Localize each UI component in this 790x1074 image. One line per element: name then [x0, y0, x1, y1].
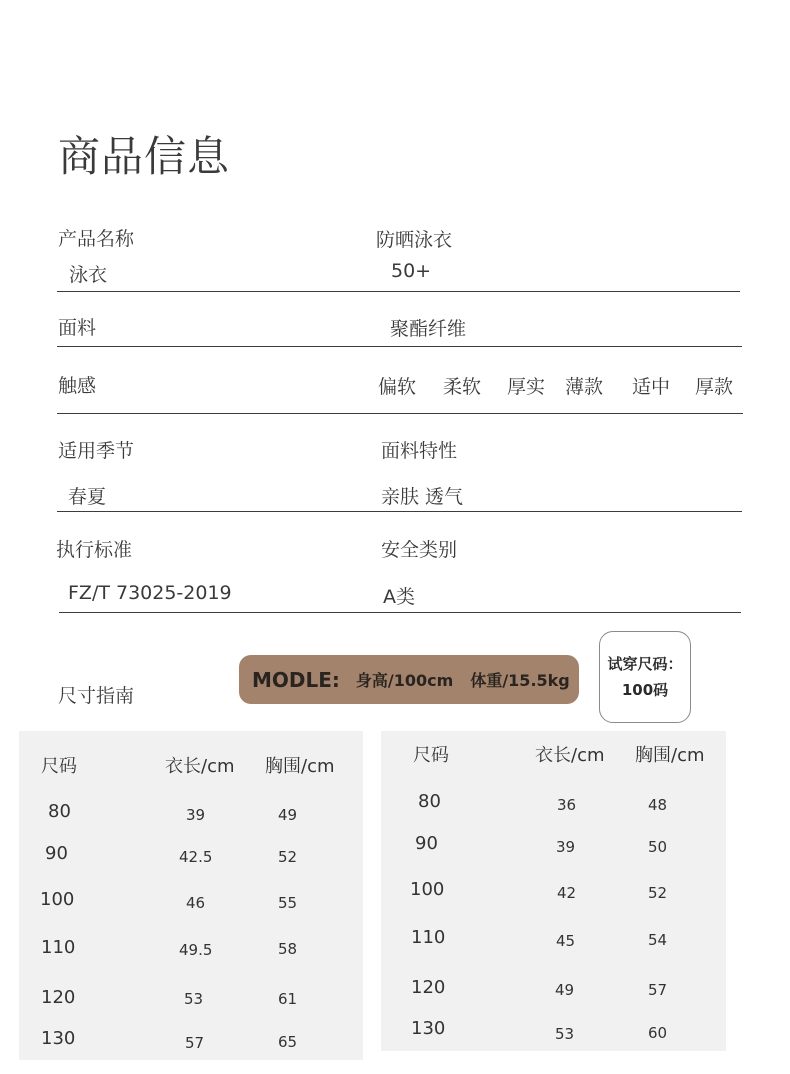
divider	[57, 291, 740, 292]
table-cell: 57	[648, 981, 668, 999]
touch-option: 厚实	[507, 376, 546, 398]
touch-option: 适中	[632, 376, 671, 398]
table-cell: 50	[648, 838, 668, 856]
fabric-value: 聚酯纤维	[390, 318, 467, 340]
fabric-feature-label: 面料特性	[381, 440, 458, 462]
table-cell: 49	[555, 981, 575, 999]
table-cell: 100	[40, 889, 75, 910]
table-cell: 110	[411, 927, 446, 948]
table-header: 胸围/cm	[265, 756, 335, 777]
uv-value: 50+	[391, 260, 432, 282]
table-cell: 42.5	[179, 848, 213, 866]
table-cell: 54	[648, 931, 668, 949]
table-header: 胸围/cm	[635, 745, 705, 766]
table-cell: 46	[186, 894, 206, 912]
fabric-label: 面料	[58, 317, 97, 339]
table-cell: 60	[648, 1024, 668, 1042]
model-height: 身高/100cm	[355, 671, 454, 690]
table-cell: 39	[186, 806, 206, 824]
table-cell: 80	[48, 801, 71, 822]
table-cell: 48	[648, 796, 668, 814]
table-header: 尺码	[41, 756, 77, 777]
table-cell: 53	[184, 990, 204, 1008]
season-value: 春夏	[68, 486, 107, 508]
table-cell: 49.5	[179, 941, 213, 959]
divider	[57, 346, 742, 347]
table-cell: 49	[278, 806, 298, 824]
table-cell: 90	[415, 833, 438, 854]
table-cell: 42	[557, 884, 577, 902]
season-label: 适用季节	[58, 440, 135, 462]
table-cell: 65	[278, 1033, 298, 1051]
table-cell: 52	[648, 884, 668, 902]
table-header: 衣长/cm	[535, 745, 605, 766]
table-cell: 39	[556, 838, 576, 856]
table-cell: 120	[411, 977, 446, 998]
product-name-value: 泳衣	[69, 264, 108, 286]
size-table-left	[19, 731, 363, 1060]
table-cell: 120	[41, 987, 76, 1008]
model-info-badge	[239, 655, 579, 704]
fit-size-value: 100码	[621, 681, 669, 699]
table-cell: 53	[555, 1025, 575, 1043]
table-cell: 130	[411, 1018, 446, 1039]
touch-option: 薄款	[565, 376, 604, 398]
fit-size-box	[599, 631, 691, 723]
standard-label: 执行标准	[56, 539, 133, 561]
table-cell: 58	[278, 940, 298, 958]
fabric-feature-value: 亲肤 透气	[381, 486, 464, 508]
table-cell: 100	[410, 879, 445, 900]
touch-label: 触感	[58, 375, 97, 397]
table-cell: 52	[278, 848, 298, 866]
size-guide-label: 尺寸指南	[58, 685, 135, 707]
table-cell: 130	[41, 1028, 76, 1049]
table-header: 衣长/cm	[165, 756, 235, 777]
divider	[59, 612, 741, 613]
product-name-label: 产品名称	[58, 228, 135, 250]
table-cell: 110	[41, 937, 76, 958]
page-title: 商品信息	[58, 132, 231, 182]
touch-option: 偏软	[378, 376, 417, 398]
divider	[57, 511, 742, 512]
divider	[57, 413, 743, 414]
uv-label: 防晒泳衣	[376, 229, 453, 251]
standard-value: FZ/T 73025-2019	[68, 582, 232, 604]
size-table-right	[381, 731, 726, 1051]
table-cell: 61	[278, 990, 298, 1008]
model-label: MODLE:	[252, 667, 340, 692]
touch-option: 厚款	[695, 376, 734, 398]
table-cell: 36	[557, 796, 577, 814]
table-cell: 55	[278, 894, 298, 912]
table-header: 尺码	[413, 745, 449, 766]
table-cell: 57	[185, 1034, 205, 1052]
table-cell: 80	[418, 791, 441, 812]
safety-label: 安全类别	[381, 539, 458, 561]
table-cell: 45	[556, 932, 576, 950]
model-weight: 体重/15.5kg	[470, 671, 570, 690]
touch-option: 柔软	[443, 376, 482, 398]
safety-value: A类	[383, 586, 415, 608]
fit-size-label: 试穿尺码：	[607, 655, 683, 673]
table-cell: 90	[45, 843, 68, 864]
